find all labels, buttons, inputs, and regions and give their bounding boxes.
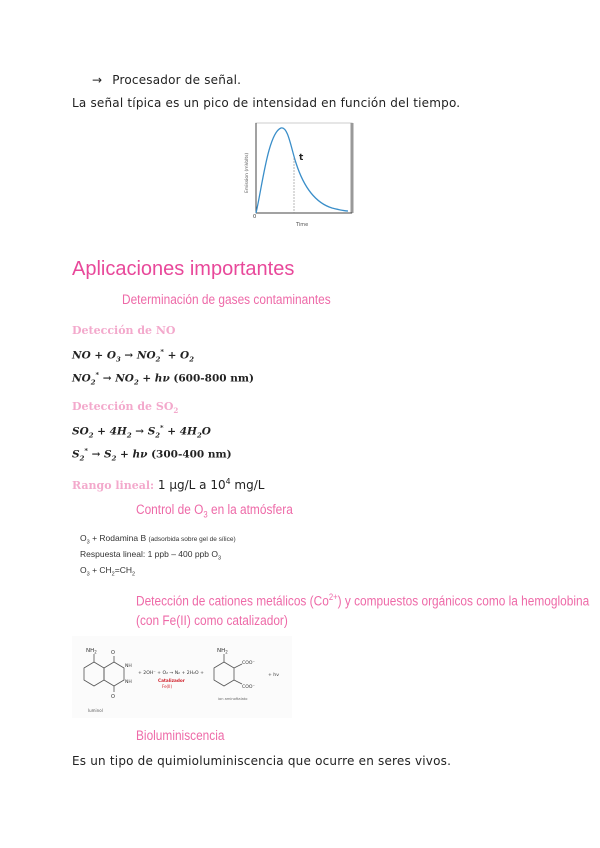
subheading-cationes-line2: (con Fe(II) como catalizador) [136, 613, 288, 628]
nh2-right-label: $NH_2$ [217, 648, 228, 655]
luminol-caption: luminol [88, 708, 103, 713]
reagents-text: + 2OH⁻ + O₂ → N₂ + 2H₂O + [138, 671, 204, 676]
svg-text:O: O [111, 694, 115, 700]
arrow-icon: → [92, 73, 103, 87]
svg-text:NH: NH [125, 664, 132, 669]
o3-line-2: Respuesta lineal: 1 ppb – 400 ppb $O_3$ [80, 549, 222, 562]
x-axis-label: Time [296, 222, 309, 228]
chart-frame [256, 123, 352, 213]
coo-label-1: COO⁻ [242, 661, 255, 666]
subheading-o3: Control de $O_3$ en la atmósfera [136, 502, 293, 520]
y-axis-label: Emission (mVolts) [245, 152, 250, 193]
hv-label: + hν [268, 673, 279, 678]
catalyst-label: Catalizador [158, 678, 185, 683]
so2-label: Detección de $SO_2$ [72, 400, 179, 416]
subheading-gases: Determinación de gases contaminantes [122, 292, 331, 307]
o3-line-1: $O_3$ + Rodamina B (adsorbida sobre gel de sílice) [80, 533, 236, 546]
bullet-line [92, 73, 241, 87]
svg-text:O: O [111, 650, 115, 656]
so2-equation-1: $SO_2 + 4H_2 \to S_2^* + 4H_2O$ [72, 424, 211, 440]
no-equation-1: NO + $O_3 \to NO_2^* + O_2$ [72, 348, 194, 364]
bullet-text: Procesador de señal. [112, 73, 242, 87]
rango-label: Rango lineal: [72, 479, 155, 492]
aminophthalate-caption: ion aminoftalato [218, 697, 248, 701]
o3-line-3: $O_3 + CH_2=CH_2$ [80, 565, 136, 578]
coo-label-2: COO⁻ [242, 685, 255, 690]
catalyst-label-2: Fe(II) [162, 684, 173, 689]
origin-label: 0 [253, 214, 257, 220]
rango-lineal: Rango lineal: 1 µg/L a $10^4$ mg/L [72, 477, 265, 492]
svg-text:NH: NH [125, 680, 132, 685]
subheading-cationes: Detección de cationes metálicos $(Co^{2+})$ y compuestos orgánicos como la hemoglobina [136, 592, 590, 609]
subheading-bioluminiscencia: Bioluminiscencia [136, 728, 225, 743]
no-label: Detección de NO [72, 324, 176, 337]
bio-paragraph: Es un tipo de quimioluminiscencia que ocurre en seres vivos. [72, 754, 452, 768]
nh2-left-label: $NH_2$ [86, 648, 97, 655]
signal-chart [236, 118, 356, 230]
intro-paragraph: La señal típica es un pico de intensidad en función del tiempo. [72, 96, 461, 110]
t-marker-label: t [299, 153, 304, 163]
so2-equation-2: $S_2^* \to S_2 + h\nu$ (300-400 nm) [72, 447, 232, 463]
section-title: Aplicaciones importantes [72, 258, 295, 280]
luminol-reaction-diagram [72, 636, 292, 718]
rango-value: 1 µg/L a 10 [154, 478, 226, 492]
no-equation-2: $NO_2^* \to NO_2 + h\nu$ (600-800 nm) [72, 371, 254, 387]
